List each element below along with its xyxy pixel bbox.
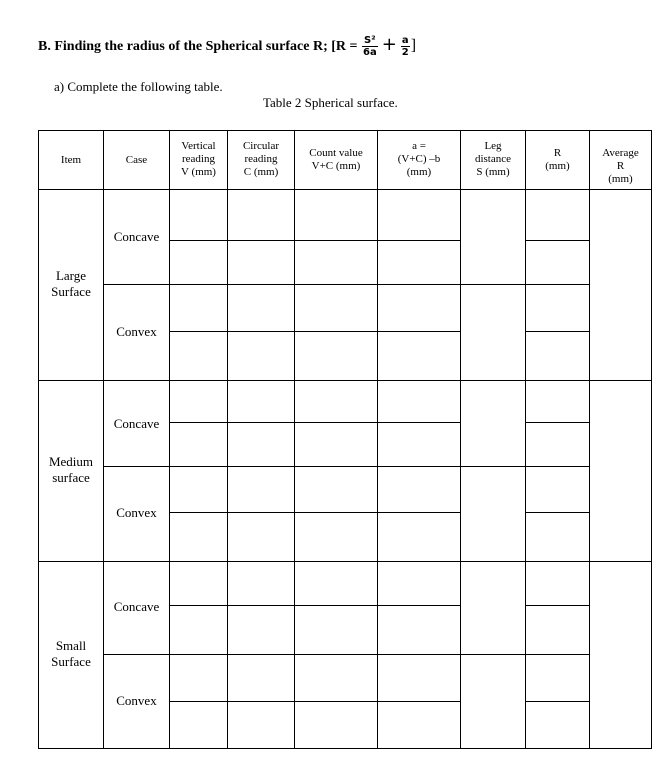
header-case: Case	[125, 154, 148, 166]
case-label-medium-concave: Concave	[113, 416, 160, 431]
header-count-value: Count value V+C (mm)	[309, 147, 363, 172]
heading-prefix: B. Finding the radius of the Spherical surface R; [R =	[38, 39, 361, 54]
fraction-numerator: S²	[362, 35, 378, 47]
heading-suffix: ]	[410, 37, 417, 54]
header-leg-distance: Leg distance S (mm)	[474, 140, 512, 178]
case-label-large-convex: Convex	[116, 324, 157, 339]
group-label-small: Small Surface	[51, 638, 91, 669]
fraction-numerator: a	[401, 35, 409, 47]
case-label-small-convex: Convex	[116, 693, 157, 708]
case-label-small-concave: Concave	[113, 599, 160, 614]
header-vertical-reading: Vertical reading V (mm)	[181, 140, 216, 178]
table-border	[39, 131, 652, 749]
header-r: R (mm)	[545, 147, 570, 172]
group-label-medium: Medium surface	[48, 454, 94, 485]
case-label-medium-convex: Convex	[116, 505, 157, 520]
fraction-denominator: 2	[401, 47, 409, 59]
header-circular-reading: Circular reading C (mm)	[242, 140, 280, 178]
fraction-denominator: 6a	[362, 47, 377, 59]
header-a-value: a = (V+C) –b (mm)	[397, 140, 441, 178]
table-caption: Table 2 Spherical surface.	[263, 95, 398, 110]
instruction-text: a) Complete the following table.	[54, 79, 223, 94]
table-lines	[38, 130, 652, 749]
sub-row-lines	[169, 241, 590, 702]
case-label-large-concave: Concave	[113, 229, 160, 244]
header-item: Item	[60, 154, 82, 166]
group-label-large: Large Surface	[51, 268, 91, 299]
header-average-r: Average R (mm)	[602, 147, 639, 185]
plus-sign: +	[381, 34, 397, 55]
